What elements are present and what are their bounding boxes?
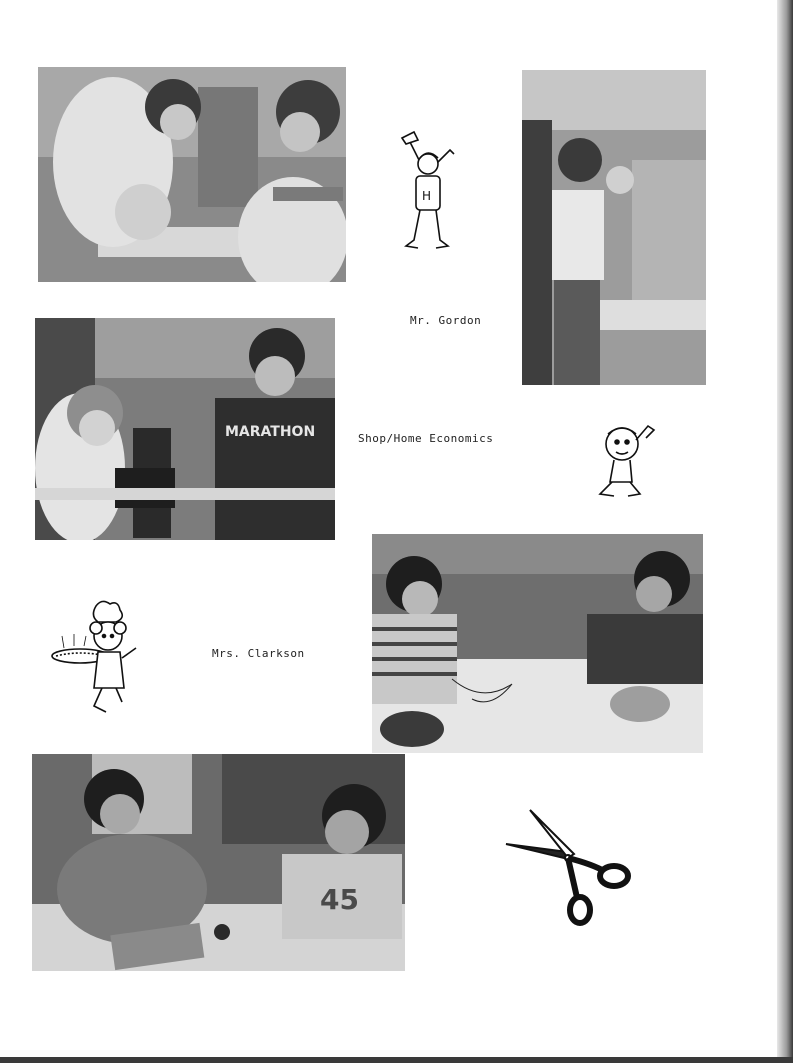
svg-text:H: H (422, 189, 432, 203)
photo-drill-press (35, 318, 335, 540)
photo-sewing-table (32, 754, 405, 971)
mascot-wrench-icon (592, 416, 664, 500)
page-bottom-border (0, 1057, 793, 1063)
photo-woodshop-saw (38, 67, 346, 282)
page-edge-shadow (777, 0, 793, 1063)
photo-shop-standing (522, 70, 706, 385)
teacher-caption-gordon: Mr. Gordon (410, 314, 482, 327)
sweatshirt-text: MARATHON (225, 424, 316, 440)
mascot-hammer-icon (392, 128, 458, 256)
jersey-number: 45 (320, 883, 359, 916)
teacher-caption-clarkson: Mrs. Clarkson (212, 647, 305, 660)
photo-knitting-table (372, 534, 703, 753)
section-caption: Shop/Home Economics (358, 432, 494, 445)
scissors-icon (502, 806, 634, 926)
chef-mouse-pizza-icon (50, 598, 148, 720)
